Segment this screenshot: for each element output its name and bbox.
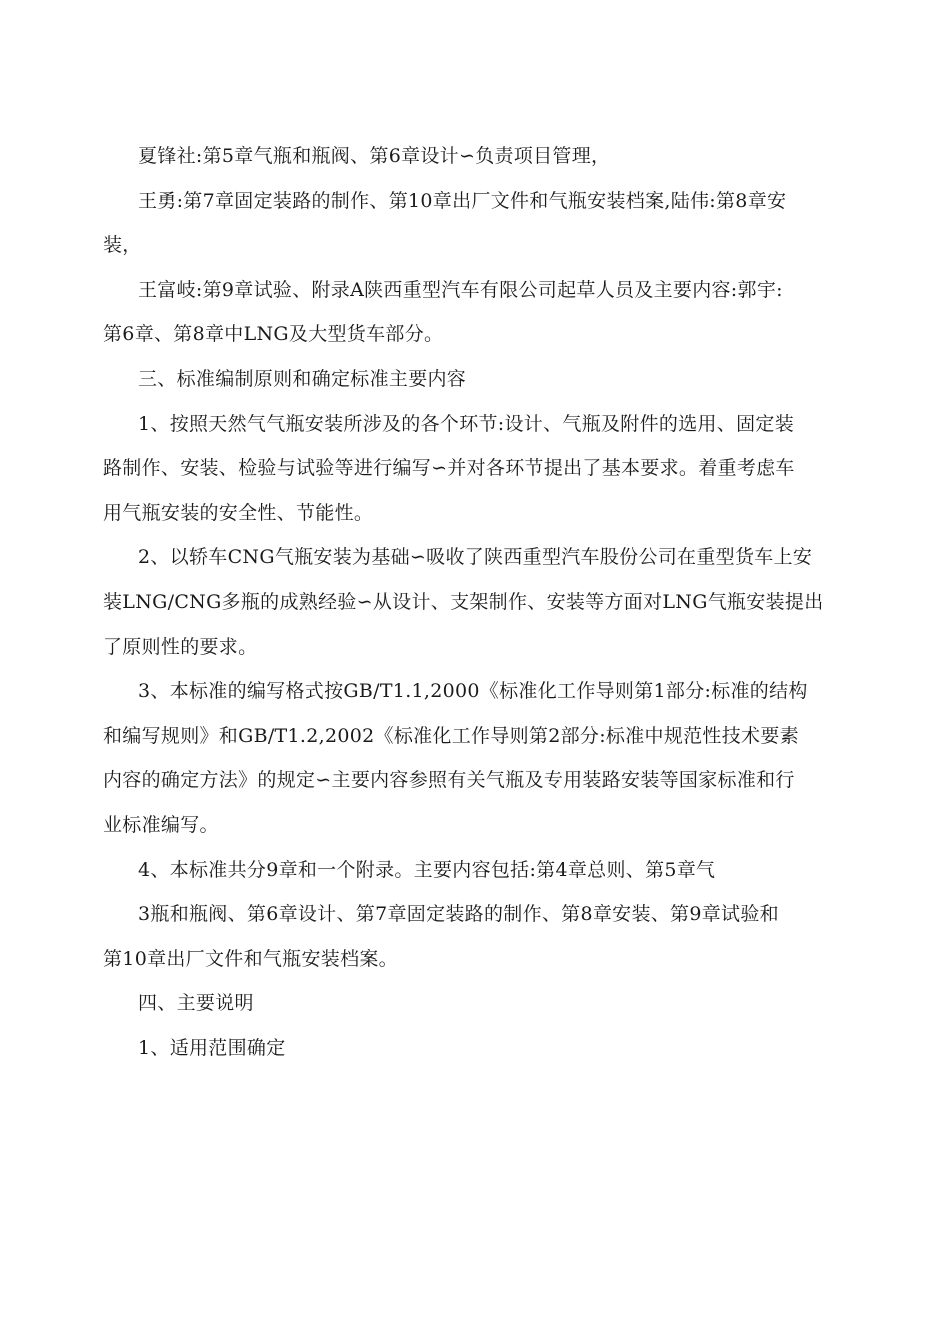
paragraph-line: 4、本标准共分9章和一个附录。主要内容包括:第4章总则、第5章气 xyxy=(138,858,716,881)
paragraph-line: 第10章出厂文件和气瓶安装档案。 xyxy=(103,947,398,970)
document-body xyxy=(103,134,847,1070)
paragraph-line: 2、以轿车CNG气瓶安装为基础∽吸收了陕西重型汽车股份公司在重型货车上安 xyxy=(138,546,813,569)
paragraph-line: 1、按照天然气气瓶安装所涉及的各个环节:设计、气瓶及附件的选用、固定装 xyxy=(138,412,794,435)
subsection-heading: 1、适用范围确定 xyxy=(138,1036,286,1059)
paragraph-line: 业标准编写。 xyxy=(103,813,219,836)
section-heading: 三、标准编制原则和确定标准主要内容 xyxy=(138,367,467,390)
paragraph-line: 装， xyxy=(103,234,142,257)
paragraph-line: 夏锋社:第5章气瓶和瓶阀、第6章设计∽负责项目管理， xyxy=(138,145,611,167)
paragraph-line: 王勇:第7章固定装路的制作、第10章出厂文件和气瓶安装档案,陆伟:第8章安 xyxy=(138,189,787,212)
paragraph-line: 路制作、安装、检验与试验等进行编写∽并对各环节提出了基本要求。着重考虑车 xyxy=(103,457,795,480)
paragraph-line: 了原则性的要求。 xyxy=(103,635,258,658)
paragraph-line: 第6章、第8章中LNG及大型货车部分。 xyxy=(103,323,444,346)
paragraph-line: 3瓶和瓶阀、第6章设计、第7章固定装路的制作、第8章安装、第9章试验和 xyxy=(138,903,779,926)
paragraph-line: 内容的确定方法》的规定∽主要内容参照有关气瓶及专用装路安装等国家标准和行 xyxy=(103,769,795,792)
paragraph-line: 装LNG/CNG多瓶的成熟经验∽从设计、支架制作、安装等方面对LNG气瓶安装提出 xyxy=(103,590,824,613)
paragraph-line: 王富岐:第9章试验、附录A陕西重型汽车有限公司起草人员及主要内容:郭宇: xyxy=(138,278,783,301)
paragraph-line: 用气瓶安装的安全性、节能性。 xyxy=(103,501,374,524)
section-heading: 四、主要说明 xyxy=(138,992,254,1015)
paragraph-line: 和编写规则》和GB/T1.2,2002《标准化工作导则第2部分:标准中规范性技术要素 xyxy=(103,724,799,747)
paragraph-line: 3、本标准的编写格式按GB/T1.1,2000《标准化工作导则第1部分:标准的结构 xyxy=(138,680,808,703)
